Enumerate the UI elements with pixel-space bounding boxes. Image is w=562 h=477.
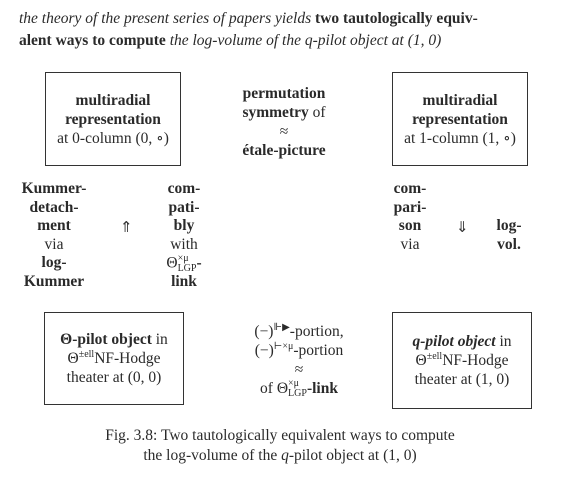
rcb-line1: log- (496, 217, 522, 234)
br-line1-bold: q-pilot object (412, 333, 496, 350)
caption-line2-a: the log-volume of the (143, 447, 278, 464)
kummer-detachment-column (14, 180, 94, 291)
lcb-theta: Θ (166, 254, 178, 272)
lcb-theta-tail: - (196, 254, 202, 272)
intro-line1-italic: the theory of the present series of papers yields (19, 10, 312, 27)
bl-line3: theater at (0, 0) (66, 369, 162, 386)
lca-line3: ment (37, 217, 71, 234)
box-tr-line2: representation (412, 110, 508, 128)
rca-line4: via (400, 235, 420, 253)
box-tl-line1: multiradial (75, 91, 151, 109)
bc-approx: ≈ (294, 361, 304, 378)
br-line3: theater at (1, 0) (414, 371, 510, 388)
rca-line3: son (398, 217, 422, 234)
caption-line2-b: -pilot object at (1, 0) (288, 447, 417, 464)
bc-l1a: (−) (254, 323, 274, 340)
down-double-arrow-icon: ⇓ (456, 218, 469, 236)
rcb-line2: vol. (497, 235, 521, 253)
portion-block (226, 322, 372, 399)
lca-line2: detach- (29, 198, 79, 216)
br-theta-sup: ±ell (426, 350, 443, 362)
br-theta: Θ (415, 352, 427, 369)
bl-line2-rest: NF-Hodge (94, 350, 161, 367)
lca-line4: via (44, 235, 64, 253)
permutation-symmetry-block (222, 84, 346, 160)
box-tl-line2: representation (65, 110, 161, 128)
bc-l2a: (−) (254, 342, 274, 359)
log-vol-column (484, 217, 534, 254)
tc-line1: permutation (242, 85, 326, 102)
bc-l1b: -portion, (289, 323, 344, 340)
box-tl-line3: at 0-column (0, ∘) (57, 129, 169, 147)
box-tr-line3: at 1-column (1, ∘) (404, 129, 516, 147)
lcb-theta-row (148, 254, 220, 273)
bc-l4sub: LGP (288, 388, 307, 400)
bc-l2sup: ⊢×μ (273, 340, 294, 352)
compatibly-with-column (148, 180, 220, 292)
lca-line5: log- (41, 254, 67, 271)
bc-l4sup: ×μ (288, 378, 300, 390)
box-multiradial-1-column (392, 72, 528, 166)
up-double-arrow-icon: ⇑ (120, 218, 133, 236)
rca-line2: pari- (393, 198, 427, 216)
br-line2-rest: NF-Hodge (442, 352, 509, 369)
lcb-theta-sub: LGP (177, 263, 197, 274)
caption-line2-q: q (281, 447, 289, 464)
bl-theta-sup: ±ell (78, 348, 95, 360)
tc-line2-bold: symmetry (242, 104, 309, 121)
intro-line2-bold: alent ways to compute (19, 32, 166, 49)
rca-line1: com- (393, 180, 427, 197)
lcb-line1: com- (167, 180, 201, 197)
bl-line1-bold: Θ-pilot object (60, 331, 152, 348)
intro-line2-italic: the log-volume of the q-pilot object at (1, 0) (169, 32, 442, 49)
box-multiradial-0-column (45, 72, 181, 166)
bc-l4a: of Θ (260, 380, 289, 397)
intro-line1-bold: two tautologically equiv- (315, 10, 478, 27)
lcb-theta-sup: ×μ (177, 253, 189, 264)
bl-theta: Θ (67, 350, 79, 367)
comparison-via-column (382, 180, 438, 254)
tc-line4: étale-picture (242, 142, 326, 159)
figure-caption (40, 426, 520, 466)
lca-line6: Kummer (23, 272, 85, 290)
intro-paragraph (19, 8, 549, 52)
lcb-line2: pati- (168, 198, 200, 216)
lca-line1: Kummer- (21, 180, 87, 197)
lcb-last: link (171, 273, 197, 290)
caption-line1: Fig. 3.8: Two tautologically equivalent ways to compute (105, 427, 455, 444)
br-line1-rest: in (499, 333, 512, 350)
lcb-line4: with (170, 235, 198, 253)
bc-l2b: -portion (293, 342, 344, 359)
tc-line2-rest: of (312, 104, 326, 121)
bc-l4b: -link (306, 380, 338, 397)
tc-approx: ≈ (279, 123, 289, 140)
box-tr-line1: multiradial (422, 91, 498, 109)
box-q-pilot-object (392, 312, 532, 409)
box-theta-pilot-object (44, 312, 184, 405)
lcb-line3: bly (173, 217, 195, 234)
bl-line1-rest: in (155, 331, 168, 348)
bc-l1sup: ⊩▶ (273, 321, 290, 333)
